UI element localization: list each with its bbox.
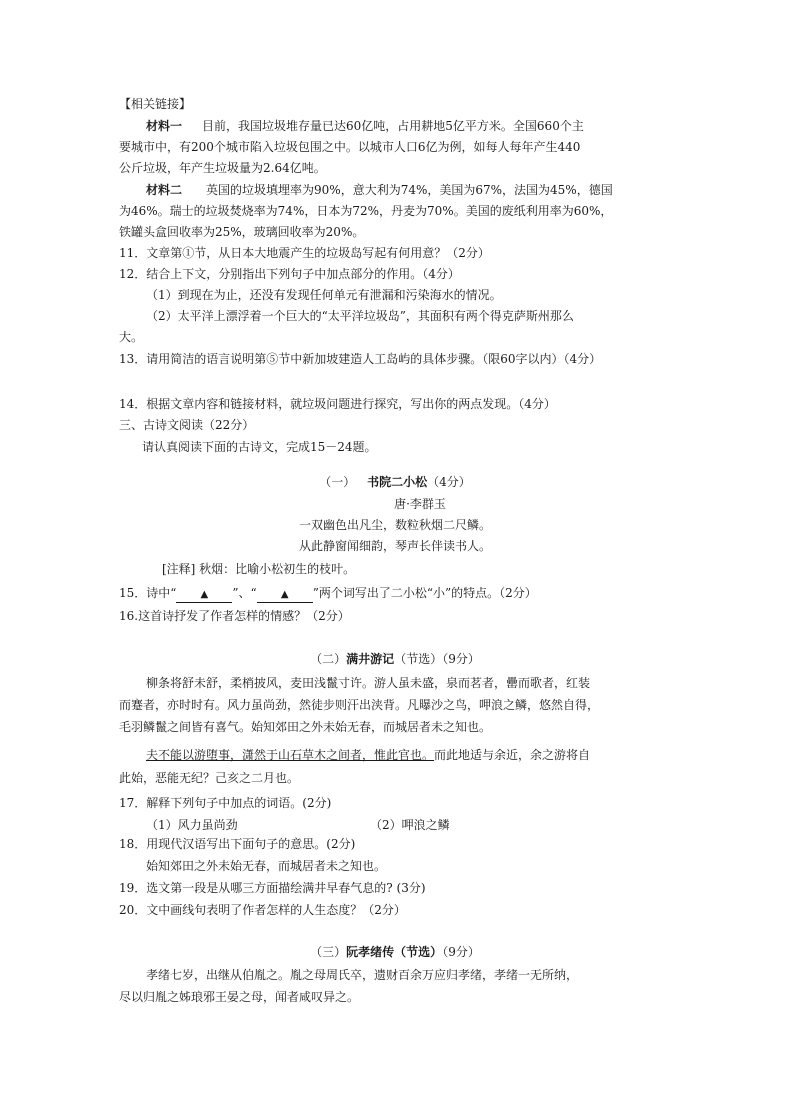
poem-score: （4分） [427, 475, 471, 489]
biography-title: 阮孝绪传（节选） [346, 945, 443, 959]
question-19: 19．选文第一段是从哪三方面描绘满井早春气息的? (3分) [119, 881, 426, 895]
essay-p1-line3: 毛羽鳞鬣之间皆有喜气。始知郊田之外未始无春，而城居者未之知也。 [119, 720, 492, 734]
material1-text: 目前，我国垃圾堆存量已达60亿吨，占用耕地5亿平方米。全国660个主 [202, 119, 584, 133]
biography-line2: 尽以归胤之姊琅邪王晏之母，闻者咸叹异之。 [119, 990, 360, 1004]
biography-score: （9分） [442, 945, 480, 959]
material1-line2: 要城市中，有200个城市陷入垃圾包围之中。以城市人口6亿为例，如每人每年产生440 [119, 140, 581, 154]
essay-heading-prefix: （二） [310, 652, 347, 666]
material1-line1 [146, 116, 584, 136]
essay-p2-line1 [146, 745, 590, 765]
poem-author: 唐·李群玉 [394, 497, 446, 511]
material2-line2: 为46%。瑞士的垃圾焚烧率为74%，日本为72%，丹麦为70%。美国的废纸利用率为60%， [119, 204, 613, 218]
question-12-item2: （2）太平洋上漂浮着一个巨大的“太平洋垃圾岛”，其面积有两个得克萨斯州那么 [146, 309, 574, 323]
biography-line1: 孝绪七岁，出继从伯胤之。胤之母周氏卒，遗财百余万应归孝绪，孝绪一无所纳， [146, 968, 579, 982]
poem-heading [0, 472, 790, 492]
poem-line1: 一双幽色出凡尘，数粒秋烟二尺鳞。 [298, 518, 491, 532]
material1-line3: 公斤垃圾，年产生垃圾量为2.64亿吨。 [119, 161, 326, 175]
material2-line1 [146, 180, 613, 200]
material2-label: 材料二 [146, 183, 183, 197]
question-13: 13．请用简洁的语言说明第⑤节中新加坡建造人工岛屿的具体步骤。（限60字以内）（4分） [119, 352, 602, 366]
question-12-item1: （1）到现在为止，还没有发现任何单元有泄漏和污染海水的情况。 [146, 288, 502, 302]
essay-score: （节选）（9分） [394, 652, 480, 666]
question-18-text: 始知郊田之外未始无春，而城居者未之知也。 [146, 859, 387, 873]
question-12-item2-cont: 大。 [119, 330, 144, 344]
essay-underlined-sentence: 夫不能以游堕事，潇然于山石草木之间者，惟此官也。 [146, 748, 435, 762]
section3-intro: 请认真阅读下面的古诗文，完成15－24题。 [142, 440, 377, 454]
essay-p1-line2: 而蹇者，亦时时有。风力虽尚劲，然徒步则汗出浃背。凡曝沙之鸟，呷浪之鳞，悠然自得， [119, 698, 600, 712]
material2-line3: 铁罐头盒回收率为25%，玻璃回收率为20%。 [119, 225, 365, 239]
poem-title: 书院二小松 [367, 475, 428, 489]
essay-heading [0, 649, 790, 669]
poem-heading-prefix: （一） [319, 475, 356, 489]
poem-line2: 从此静窗闻细韵，琴声长伴读书人。 [298, 539, 491, 553]
material1-label: 材料一 [146, 119, 183, 133]
q15-text-a: 15．诗中“ [119, 586, 177, 600]
poem-note: [注释] 秋烟：比喻小松初生的枝叶。 [162, 562, 356, 576]
question-20: 20．文中画线句表明了作者怎样的人生态度？（2分） [119, 903, 406, 917]
question-11: 11．文章第①节，从日本大地震产生的垃圾岛写起有何用意？（2分） [119, 246, 490, 260]
q15-text-c: ”两个词写出了二小松“小”的特点。（2分） [312, 586, 537, 600]
question-18: 18．用现代汉语写出下面句子的意思。(2分) [119, 837, 356, 851]
essay-p2-line2: 此始，恶能无纪？己亥之二月也。 [119, 771, 300, 785]
q15-text-b: ”、“ [232, 586, 257, 600]
question-17-item1: （1）风力虽尚劲 [146, 818, 238, 832]
biography-heading [0, 942, 790, 962]
question-16: 16.这首诗抒发了作者怎样的情感？（2分） [119, 609, 350, 623]
question-17: 17．解释下列句子中加点的词语。(2分) [119, 796, 332, 810]
section3-title: 三、古诗文阅读（22分） [119, 418, 255, 432]
material2-text: 英国的垃圾填埋率为90%，意大利为74%，美国为67%，法国为45%，德国 [206, 183, 613, 197]
related-links-heading: 【相关链接】 [119, 97, 192, 111]
question-17-item2: （2）呷浪之鳞 [370, 818, 450, 832]
essay-p1-line1: 柳条将舒未舒，柔梢披风，麦田浅鬣寸许。游人虽未盛，泉而茗者，罍而歌者，红装 [146, 676, 591, 690]
question-14: 14．根据文章内容和链接材料，就垃圾问题进行探究，写出你的两点发现。（4分） [119, 397, 556, 411]
question-15 [119, 583, 537, 603]
q15-blank-1: ▲ [176, 588, 232, 603]
biography-heading-prefix: （三） [310, 945, 347, 959]
essay-p2-rest: 而此地适与余近，余之游将自 [434, 748, 591, 762]
essay-title: 满井游记 [346, 652, 395, 666]
question-12: 12．结合上下文，分别指出下列句子中加点部分的作用。（4分） [119, 267, 460, 281]
q15-blank-2: ▲ [257, 588, 313, 603]
